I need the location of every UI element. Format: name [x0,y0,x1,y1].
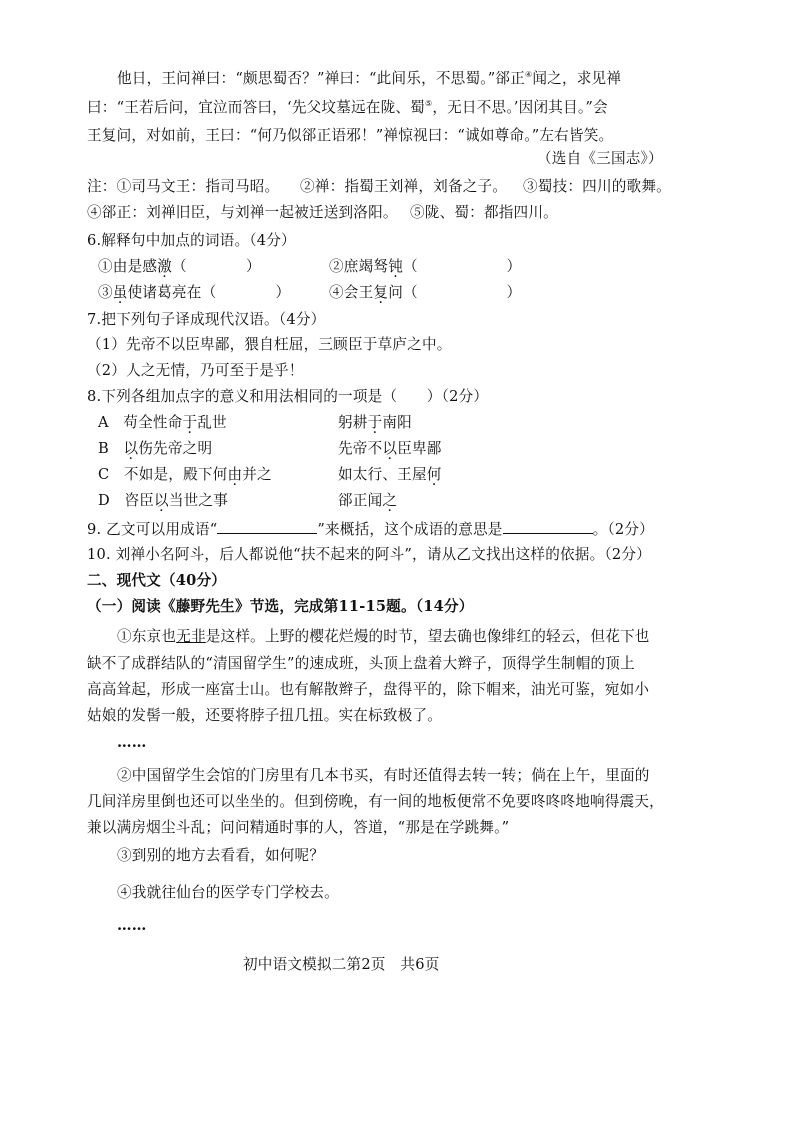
underlined-word: 无非 [176,628,206,645]
dotted-char: 虽 [112,284,128,301]
text-p1-line-2: 缺不了成群结队的“清国留学生”的速成班，头顶上盘着大辫子，顶得学生制帽的顶上 [87,655,635,672]
question-10: 10. 刘禅小名阿斗，后人都说他“扶不起来的阿斗”，请从乙文找出这样的依据。（2分） [87,546,651,563]
dotted-char: 于 [367,414,383,431]
question-6-stem: 6.解释句中加点的词语。（4分） [87,232,296,249]
question-8-option-c-right: 如太行、王屋何 [338,466,442,483]
question-6-item-b: ②庶竭驽钝（ ） [329,258,522,275]
footnote-marker: ④ [524,70,533,80]
question-8-option-b-right: 先帝不以臣卑鄙 [338,440,442,457]
text-p1-line-1: ①东京也无非是这样。上野的樱花烂熳的时节，望去确也像绯红的轻云，但花下也 [117,628,650,645]
note-4: ④郤正：刘禅旧臣，与刘禅一起被迁送到洛阳。 [87,204,398,221]
page-footer: 初中语文模拟二第2页 共6页 [243,956,440,973]
question-8-option-b-left: B 以伤先帝之明 [98,440,213,457]
text-p2-line-1: ②中国留学生会馆的门房里有几本书买，有时还值得去转一转；倘在上午，里面的 [117,767,650,784]
dotted-char: 之 [382,492,398,509]
dotted-char: 钝 [388,258,403,275]
text-p4: ④我就往仙台的医学专门学校去。 [117,884,339,901]
text-p3: ③到别的地方去看看，如何呢？ [117,847,325,864]
note-2: ②禅：指蜀王刘禅，刘备之子。 [300,178,508,195]
passage-line-1: 他日，王问禅曰：“颇思蜀否？”禅曰：“此间乐，不思蜀。”郤正④闻之，求见禅 [117,70,622,87]
dotted-char: 由 [227,466,243,483]
note-3: ③蜀技：四川的歌舞。 [523,178,671,195]
question-6-item-d: ④会王复问（ ） [329,284,522,301]
footnote-marker: ⑤ [424,99,433,109]
passage-line-3: 王复问，对如前，王曰：“何乃似郤正语邪！”禅惊视曰：“诚如尊命。”左右皆笑。 [87,127,614,144]
question-8-stem: 8.下列各组加点字的意义和用法相同的一项是（ ）（2分） [87,388,489,405]
question-8-option-c-left: C 不如是，殿下何由并之 [98,466,272,483]
ellipsis: …… [117,917,147,934]
text-p1-line-3: 高高耸起，形成一座富士山。也有解散辫子，盘得平的，除下帽来，油光可鉴，宛如小 [87,681,650,698]
question-8-option-d-left: D 咨臣以当世之事 [98,492,229,509]
section-subtitle: （一）阅读《藤野先生》节选，完成第11-15题。（14分） [87,598,474,615]
dotted-char: 以 [123,440,139,457]
text-p2-line-2: 几间洋房里倒也还可以坐坐的。但到傍晚，有一间的地板便常不免要咚咚咚地响得震天， [87,793,664,810]
dotted-char: 于 [182,414,198,431]
question-7-sentence-1: （1）先帝不以臣卑鄙，猥自枉屈，三顾臣于草庐之中。 [87,336,452,353]
question-9: 9. 乙文可以用成语“ ”来概括，这个成语的意思是 。（2分） [87,521,654,538]
question-6-item-a: ①由是感激（ ） [98,258,261,275]
note-5: ⑤陇、蜀：都指四川。 [410,204,558,221]
dotted-char: 复 [373,284,389,301]
answer-blank[interactable] [503,519,593,534]
question-8-option-d-right: 郤正闻之 [338,492,398,509]
dotted-char: 以 [382,440,398,457]
question-8-option-a-right: 躬耕于南阳 [338,414,412,431]
question-7-sentence-2: （2）人之无情，乃可至于是乎！ [87,362,304,379]
question-7-stem: 7.把下列句子译成现代汉语。（4分） [87,311,326,328]
dotted-char: 以 [154,492,169,509]
dotted-char: 何 [426,466,442,483]
text-p1-line-4: 姑娘的发髻一般，还要将脖子扭几扭。实在标致极了。 [87,707,443,724]
dotted-char: 激 [157,258,172,275]
passage-line-2: 曰：“王若后问，宜泣而答曰，‘先父坟墓远在陇、蜀⑤，无日不思。’因闭其目。”会 [87,99,608,116]
passage-source: （选自《三国志》） [537,150,663,167]
answer-blank[interactable] [217,519,317,534]
section-title: 二、现代文（40分） [87,572,227,589]
note-1: 注：①司马文王：指司马昭。 [87,178,280,195]
ellipsis: …… [117,734,147,751]
question-6-item-c: ③虽使诸葛亮在（ ） [98,284,291,301]
text-p2-line-3: 兼以满房烟尘斗乱；问问精通时事的人，答道，“那是在学跳舞。” [87,819,510,836]
question-8-option-a-left: A 苟全性命于乱世 [98,414,227,431]
